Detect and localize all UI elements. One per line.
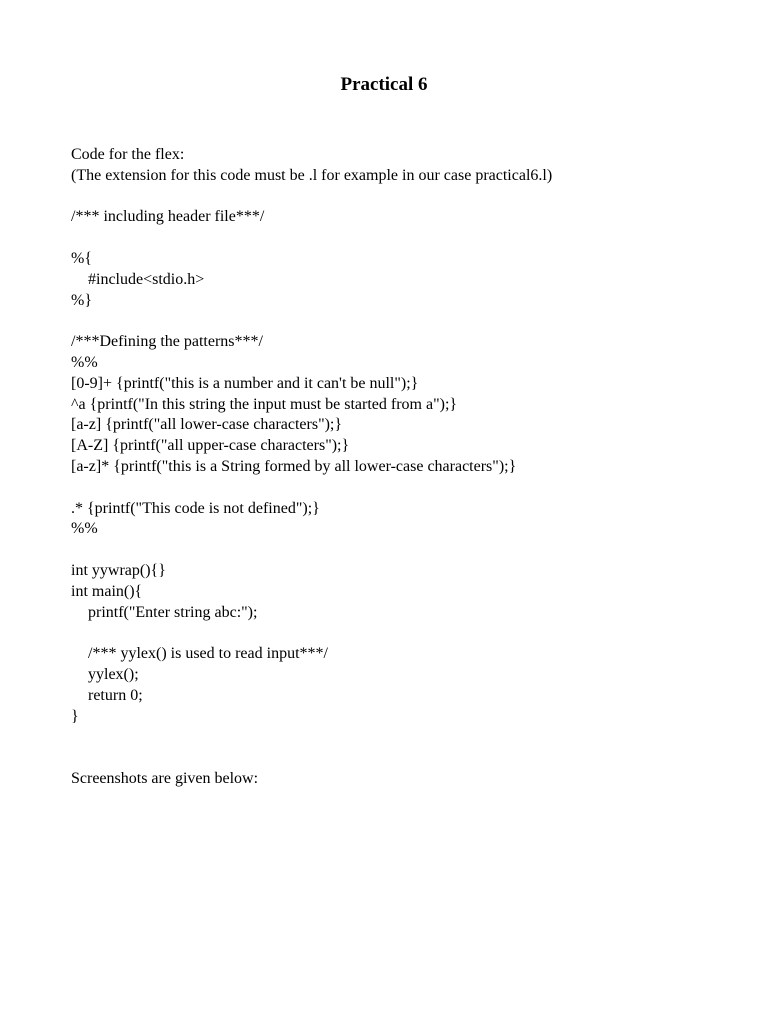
intro-line-1: Code for the flex: [71,146,185,163]
printf-line: printf("Enter string abc:"); [88,603,258,621]
page-title: Practical 6 [340,74,428,95]
rules-open: %% [71,353,98,371]
rule-line: [a-z]* {printf("this is a String formed by all lower-case characters");} [71,457,517,475]
patterns-comment: /***Defining the patterns***/ [71,333,263,351]
rule-line: ^a {printf("In this string the input must be started from a");} [71,395,458,413]
include-line: #include<stdio.h> [88,270,205,288]
yylex-comment: /*** yylex() is used to read input***/ [88,645,328,663]
spacer [71,478,751,499]
definitions-close: %} [71,291,93,309]
spacer [71,187,751,208]
main-open: int main(){ [71,582,143,600]
document-body [71,145,751,790]
spacer [71,748,751,769]
spacer [71,540,751,561]
main-close: } [71,707,79,725]
definitions-open: %{ [71,249,93,267]
intro-line-2: (The extension for this code must be .l for example in our case practical6.l) [71,166,553,184]
spacer [71,311,751,332]
rule-line: [A-Z] {printf("all upper-case characters");} [71,437,350,455]
default-rule: .* {printf("This code is not defined");} [71,499,320,517]
yywrap-line: int yywrap(){} [71,561,166,579]
spacer [71,228,751,249]
rule-line: [a-z] {printf("all lower-case characters");} [71,416,343,434]
return-line: return 0; [88,686,143,704]
footer-note: Screenshots are given below: [71,769,259,787]
header-comment: /*** including header file***/ [71,208,265,226]
spacer [71,727,751,748]
rule-line: [0-9]+ {printf("this is a number and it can't be null");} [71,374,419,392]
spacer [71,623,751,644]
yylex-call: yylex(); [88,665,139,683]
rules-close: %% [71,520,98,538]
